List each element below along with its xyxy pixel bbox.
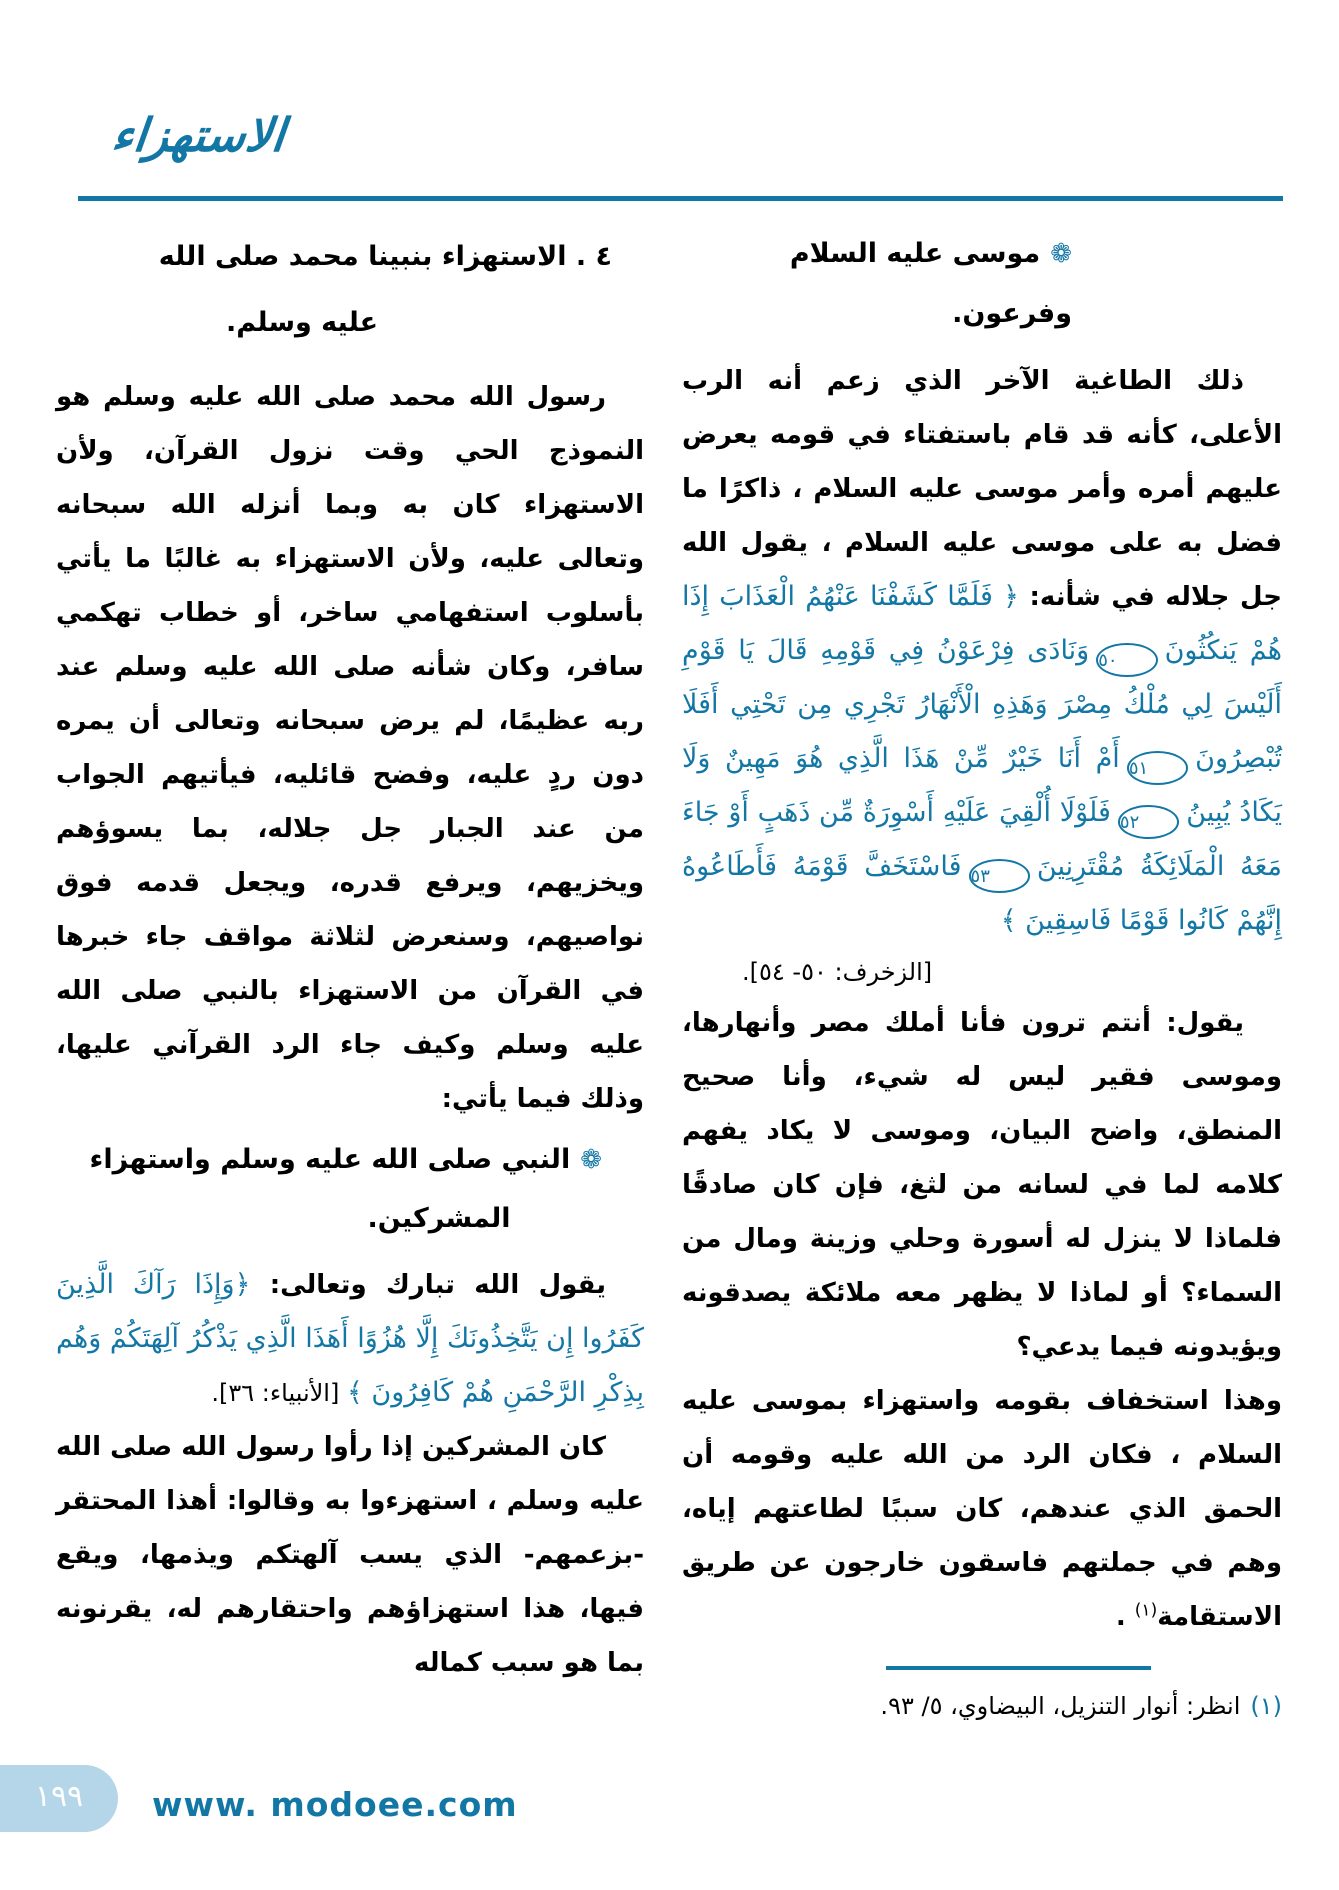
paragraph-text: وهذا استخفاف بقومه واستهزاء بموسى عليه السلام ، فكان الرد من الله عليه وقومه أن الحمق الذي عندهم، كان سببًا لطاعتهم إياه، وهم في جملتهم فاسقون خارجون عن طريق الاستقامة [682, 1386, 1282, 1632]
footnote-text: انظر: أنوار التنزيل، البيضاوي، ٥/ ٩٣. [880, 1692, 1241, 1720]
ayah-number-52: ٥٢ [1118, 805, 1179, 839]
section-heading-line-2: المشركين. [367, 1203, 511, 1234]
paragraph-quran-quote-anbiya [56, 1258, 644, 1420]
section-heading-prophet-mushrikin [56, 1130, 644, 1248]
section-heading-text: موسى عليه السلام وفرعون. [789, 238, 1072, 329]
website-text: www. modoee.com [152, 1785, 518, 1824]
intro-text: ذلك الطاغية الآخر الذي زعم أنه الرب الأعلى، كأنه قد قام باستفتاء في قومه يعرض عليهم أمره وأمر موسى عليه السلام ، ذاكرًا ما فضل به على موسى عليه السلام ، يقول الله جل جلاله في شأنه: [682, 366, 1283, 612]
paragraph-mushrikin-behavior: كان المشركين إذا رأوا رسول الله صلى الله عليه وسلم ، استهزءوا به وقالوا: أهذا المحتقر -بزعمهم- الذي يسب آلهتكم ويذمها، ويقع فيها، هذا استهزاؤهم واحتقارهم له، يقرنونه بما هو سبب كماله [56, 1432, 644, 1678]
paragraph-pharaoh-speech: يقول: أنتم ترون فأنا أملك مصر وأنهارها، وموسى فقير ليس له شيء، وأنا صحيح المنطق، واضح البيان، وموسى لا يكاد يفهم كلامه لما في لسانه من لثغ، فإن كان صادقًا فلماذا لا ينزل له أسورة وحلي وزينة ومال من السماء؟ أو لماذا لا يظهر معه ملائكة يصدقونه ويؤيدونه فيما يدعي؟ [682, 1008, 1282, 1362]
footnote-reference-mark: (١) [1134, 1600, 1158, 1621]
chapter-title: الاستهزاء [109, 108, 288, 162]
section-heading-text: النبي صلى الله عليه وسلم واستهزاء [89, 1144, 571, 1175]
ayah-number-50: ٥٠ [1096, 643, 1157, 677]
left-column [56, 224, 644, 1728]
paragraph-pharaoh-intro [682, 354, 1282, 948]
quran-verse-segment: وَنَادَى فِرْعَوْنُ فِي قَوْمِهِ قَالَ يَا قَوْمِ أَلَيْسَ لِي مُلْكُ مِصْرَ وَهَذِهِ الْأَنْهَارُ تَجْرِي مِن تَحْتِي أَفَلَا تُبْصِرُونَ [682, 635, 1282, 774]
footnote-marker: (١) [1250, 1692, 1282, 1720]
flower-bullet-icon: ❁ [580, 1145, 602, 1175]
heading-line-1: ٤ . الاستهزاء بنبينا محمد صلى الله [158, 241, 612, 272]
quran-verse-segment: أَمْ أَنَا خَيْرٌ مِّنْ هَذَا الَّذِي هُوَ مَهِينٌ وَلَا يَكَادُ يُبِينُ [682, 743, 1282, 828]
quran-open-bracket: ﴿ [992, 581, 1019, 612]
quran-reference-zukhruf: [الزخرف: ٥٠- ٥٤]. [742, 958, 933, 986]
page-number: ١٩٩ [34, 1779, 84, 1814]
paragraph-prophet-model: رسول الله محمد صلى الله عليه وسلم هو النموذج الحي وقت نزول القرآن، ولأن الاستهزاء كان به وبما أنزله الله سبحانه وتعالى عليه، ولأن الاستهزاء به غالبًا ما يأتي بأسلوب استفهامي ساخر، أو خطاب تهكمي سافر، وكان شأنه صلى الله عليه وسلم عند ربه عظيمًا، لم يرض سبحانه وتعالى أن يمره دون ردٍ عليه، وفضح قائليه، فيأتيهم الجواب من عند الجبار جل جلاله، بما يسوؤهم ويخزيهم، ويرفع قدره، ويجعل قدمه فوق نواصيهم، وسنعرض لثلاثة مواقف جاء خبرها في القرآن من الاستهزاء بالنبي صلى الله عليه وسلم وكيف جاء الرد القرآني عليها، وذلك فيما يأتي: [56, 382, 644, 1114]
quran-verse-segment: فَاسْتَخَفَّ قَوْمَهُ فَأَطَاعُوهُ إِنَّهُمْ كَانُوا قَوْمًا فَاسِقِينَ [682, 851, 1282, 936]
section-heading-musa [682, 224, 1282, 344]
heading-line-2: عليه وسلم. [226, 307, 379, 338]
sentence-end: . [1115, 1602, 1135, 1632]
section-heading-line-1 [56, 1130, 602, 1190]
quran-verse-segment: فَلَمَّا كَشَفْنَا عَنْهُمُ الْعَذَابَ إِذَا هُمْ يَنكُثُونَ [682, 581, 1283, 666]
flower-bullet-icon: ❁ [1050, 239, 1072, 269]
quran-reference-anbiya: [الأنبياء: ٣٦]. [211, 1379, 347, 1407]
right-column [682, 224, 1282, 1728]
paragraph-mockery-result [682, 1374, 1282, 1644]
quran-close-bracket: ﴾ [1000, 905, 1017, 936]
page-content [56, 224, 1282, 1728]
heading-mockery-of-prophet [56, 224, 644, 356]
quran-verse-segment: فَلَوْلَا أُلْقِيَ عَلَيْهِ أَسْوِرَةٌ مِّن ذَهَبٍ أَوْ جَاءَ مَعَهُ الْمَلَائِكَةُ مُقْتَرِنِينَ [682, 797, 1282, 882]
footnote-separator [886, 1666, 1151, 1670]
header-rule [78, 196, 1283, 201]
page-number-badge [0, 1765, 118, 1832]
quran-verse-anbiya: ﴿وَإِذَا رَآكَ الَّذِينَ كَفَرُوا إِن يَتَّخِذُونَكَ إِلَّا هُزُوًا أَهَذَا الَّذِي يَذْكُرُ آلِهَتَكُمْ وَهُم بِذِكْرِ الرَّحْمَنِ هُمْ كَافِرُونَ ﴾ [55, 1269, 644, 1408]
quote-intro: يقول الله تبارك وتعالى: [250, 1270, 606, 1300]
ayah-number-53: ٥٣ [969, 859, 1030, 893]
footnote [682, 1684, 1282, 1728]
ayah-number-51: ٥١ [1127, 751, 1188, 785]
